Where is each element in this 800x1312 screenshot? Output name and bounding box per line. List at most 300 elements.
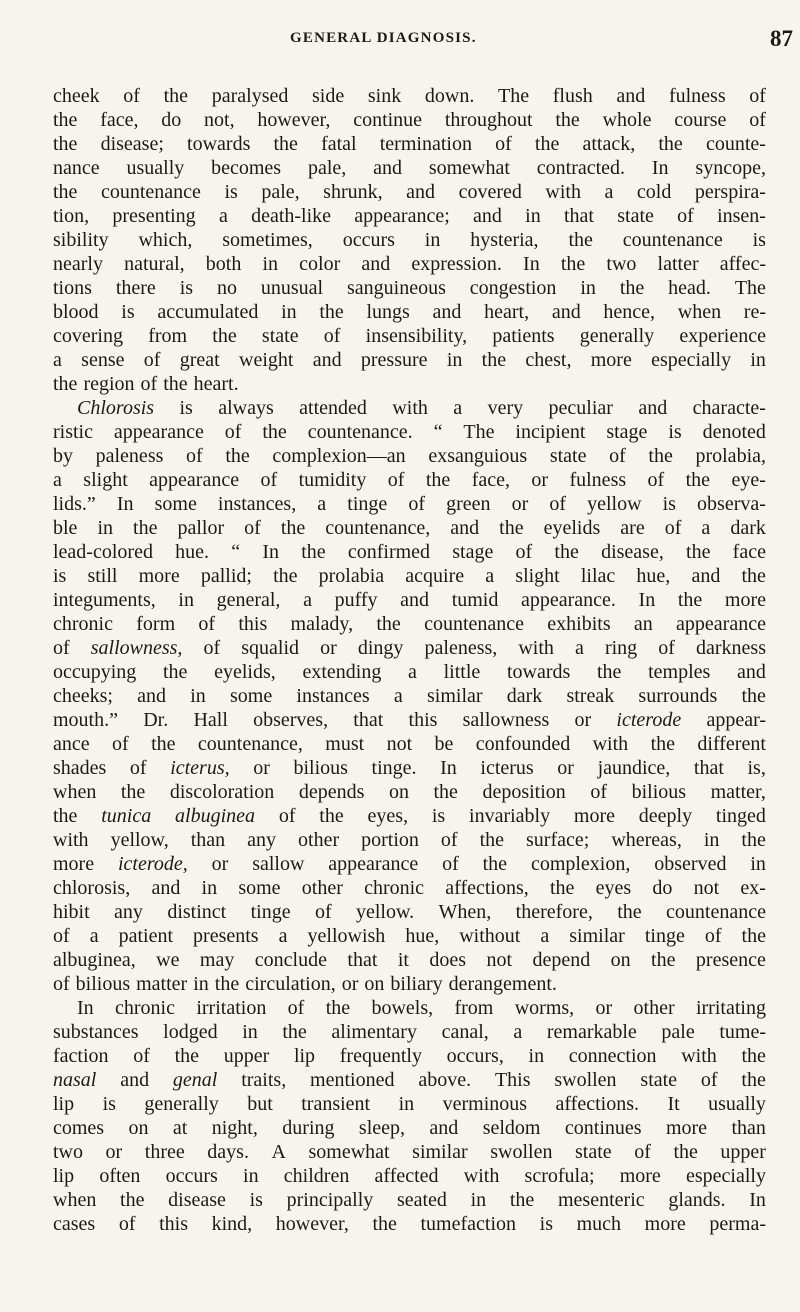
- word: irritating: [695, 997, 766, 1019]
- word: The: [734, 277, 766, 299]
- word: of: [118, 1213, 136, 1235]
- word: very: [487, 397, 524, 419]
- word: some: [230, 685, 273, 707]
- word: or: [595, 997, 613, 1019]
- word: paleness,: [424, 637, 498, 659]
- word: different: [697, 733, 766, 755]
- word: with: [463, 1165, 500, 1187]
- word: occurs: [165, 1165, 218, 1187]
- word: the: [120, 781, 146, 803]
- word: of: [198, 613, 216, 635]
- word: the: [133, 517, 158, 539]
- word: cases: [53, 1213, 96, 1235]
- word: flush: [552, 85, 593, 107]
- word: observes,: [253, 709, 329, 731]
- word: the: [174, 1045, 200, 1067]
- word: depend: [532, 949, 591, 971]
- word: becomes: [211, 157, 282, 179]
- word: of: [704, 925, 722, 947]
- word: do: [161, 109, 182, 131]
- word: sibility: [53, 229, 109, 251]
- word: the: [53, 181, 78, 203]
- word: chlorosis,: [53, 877, 131, 899]
- word: Hall: [193, 709, 228, 731]
- text-line: [53, 1044, 766, 1068]
- word: course: [674, 109, 727, 131]
- word: squalid: [241, 637, 300, 659]
- word: without: [459, 925, 521, 947]
- word: of: [224, 421, 242, 443]
- running-head: GENERAL DIAGNOSIS.: [290, 30, 477, 46]
- word: the: [53, 805, 78, 827]
- word: the: [651, 949, 676, 971]
- word: yellow.: [356, 901, 415, 923]
- word: in: [97, 517, 114, 539]
- word: lip: [53, 1165, 75, 1187]
- word: tunica: [101, 805, 152, 827]
- word: hue,: [405, 925, 440, 947]
- word: the: [560, 253, 586, 275]
- word: a: [317, 493, 327, 515]
- word: appearance: [149, 469, 240, 491]
- text-line: [53, 588, 766, 612]
- word: hence,: [603, 301, 656, 323]
- word: tumidity: [298, 469, 367, 491]
- word: affected: [374, 1165, 439, 1187]
- word: nasal: [53, 1069, 97, 1091]
- word: other: [633, 997, 675, 1019]
- word: with: [681, 1045, 717, 1067]
- word: darkness: [696, 637, 766, 659]
- word: in: [580, 277, 596, 299]
- word: more: [138, 565, 180, 587]
- word: verminous: [442, 1093, 528, 1115]
- word: in: [424, 229, 441, 251]
- word: from: [148, 325, 188, 347]
- word: scrofula;: [524, 1165, 595, 1187]
- word: countenance,: [197, 733, 303, 755]
- word: contracted.: [536, 157, 626, 179]
- word: of: [677, 205, 694, 227]
- word: pallid;: [200, 565, 252, 587]
- word: counte-: [705, 133, 766, 155]
- word: is: [224, 181, 238, 203]
- word: of: [260, 469, 278, 491]
- word: In: [116, 493, 134, 515]
- word: not: [486, 949, 513, 971]
- word: three: [144, 1141, 185, 1163]
- word: or: [211, 853, 229, 875]
- word: the: [319, 301, 344, 323]
- word: of: [440, 829, 458, 851]
- word: patients: [492, 325, 555, 347]
- word: countenance: [424, 613, 525, 635]
- word: presence: [695, 949, 766, 971]
- word: ance: [53, 733, 90, 755]
- word: the: [282, 1021, 307, 1043]
- word: sink: [367, 85, 402, 107]
- text-line: [53, 156, 766, 180]
- text-line: [53, 324, 766, 348]
- word: any: [114, 901, 143, 923]
- word: fatal: [321, 133, 357, 155]
- word: of: [129, 757, 147, 779]
- word: therefore,: [515, 901, 593, 923]
- word: the: [425, 469, 451, 491]
- word: tinged: [715, 805, 766, 827]
- word: eyes: [595, 877, 632, 899]
- word: with: [518, 637, 554, 659]
- word: and: [450, 517, 480, 539]
- word: upper: [223, 1045, 270, 1067]
- word: cheeks;: [53, 685, 113, 707]
- word: dingy: [357, 637, 404, 659]
- word: sanguineous: [346, 277, 446, 299]
- text-line: [53, 1140, 766, 1164]
- word: with: [545, 181, 581, 203]
- word: In: [523, 253, 540, 275]
- text-line: [53, 108, 766, 132]
- word: often: [99, 1165, 141, 1187]
- word: in: [190, 685, 206, 707]
- word: bilious: [293, 757, 348, 779]
- word: is: [662, 493, 676, 515]
- word: of: [634, 1141, 651, 1163]
- word: a: [278, 925, 288, 947]
- word: of: [53, 925, 70, 947]
- word: state: [617, 205, 654, 227]
- word: of: [186, 445, 203, 467]
- word: especially: [651, 349, 732, 371]
- word: kind,: [211, 1213, 253, 1235]
- word: on: [610, 949, 631, 971]
- word: of: [244, 517, 261, 539]
- word: form: [136, 613, 176, 635]
- word: depends: [298, 781, 365, 803]
- word: tume-: [719, 1021, 766, 1043]
- word: mesenteric: [558, 1189, 645, 1211]
- word: stage: [452, 541, 494, 563]
- word: state: [261, 325, 299, 347]
- word: surrounds: [638, 685, 718, 707]
- word: experience: [679, 325, 766, 347]
- word: covered: [458, 181, 522, 203]
- word: the: [554, 541, 579, 563]
- word: mentioned: [310, 1069, 395, 1091]
- word: tinge: [250, 901, 291, 923]
- word: in: [750, 349, 766, 371]
- word: countenance.: [307, 421, 413, 443]
- word: the: [376, 613, 401, 635]
- word: In: [638, 589, 656, 611]
- word: paleness: [95, 445, 164, 467]
- word: tumefaction: [420, 1213, 517, 1235]
- word: eyelids: [543, 517, 601, 539]
- word: observa-: [697, 493, 766, 515]
- word: the: [677, 589, 703, 611]
- word: some: [154, 493, 197, 515]
- word: the: [151, 733, 176, 755]
- word: affec-: [719, 253, 766, 275]
- word: yellow: [587, 493, 642, 515]
- word: The: [463, 421, 495, 443]
- word: peculiar: [548, 397, 613, 419]
- word: heart,: [484, 301, 530, 323]
- word: discoloration: [169, 781, 275, 803]
- word: the: [555, 109, 580, 131]
- word: swollen: [490, 1141, 553, 1163]
- word: not,: [204, 109, 235, 131]
- word: a: [604, 181, 614, 203]
- body-text: [53, 84, 766, 1236]
- word: however,: [257, 109, 331, 131]
- word: or: [511, 493, 529, 515]
- word: principally: [286, 1189, 374, 1211]
- word: in: [242, 1021, 258, 1043]
- word: not: [693, 877, 720, 899]
- text-line: [53, 1020, 766, 1044]
- word: presenting: [112, 205, 196, 227]
- word: the: [673, 1141, 698, 1163]
- word: with: [392, 397, 428, 419]
- word: the: [280, 517, 306, 539]
- word: eyelids,: [214, 661, 276, 683]
- word: cold: [636, 181, 672, 203]
- word: worms,: [514, 997, 575, 1019]
- word: acquire: [405, 565, 465, 587]
- word: genal: [172, 1069, 218, 1091]
- word: exhibits: [547, 613, 611, 635]
- word: faction: [53, 1045, 109, 1067]
- word: cheek: [53, 85, 100, 107]
- word: and: [312, 349, 342, 371]
- word: a: [89, 925, 99, 947]
- text-line: [53, 612, 766, 636]
- word: two: [606, 253, 637, 275]
- word: a: [53, 349, 62, 371]
- text-line: [53, 204, 766, 228]
- word: this: [408, 709, 438, 731]
- word: usually: [126, 157, 185, 179]
- word: the: [163, 373, 188, 395]
- word: generally: [144, 1093, 219, 1115]
- word: is,: [747, 757, 766, 779]
- text-line: [53, 276, 766, 300]
- word: the: [372, 1213, 397, 1235]
- text-line: [53, 300, 766, 324]
- word: It: [667, 1093, 680, 1115]
- word: the: [325, 997, 351, 1019]
- word: throughout: [444, 109, 533, 131]
- word: the: [534, 133, 560, 155]
- word: In: [77, 997, 94, 1019]
- word: whole: [602, 109, 652, 131]
- word: that: [563, 205, 594, 227]
- text-line: [53, 516, 766, 540]
- word: shrunk,: [323, 181, 383, 203]
- word: conclude: [254, 949, 327, 971]
- word: tion,: [53, 205, 90, 227]
- word: hue,: [636, 565, 671, 587]
- word: when: [53, 781, 97, 803]
- word: ble: [53, 517, 78, 539]
- word: disease: [168, 1189, 226, 1211]
- word: and: [373, 157, 402, 179]
- word: of: [749, 85, 766, 107]
- word: biliary: [390, 973, 443, 995]
- word: countenance: [100, 181, 201, 203]
- word: derangement.: [448, 973, 557, 995]
- word: is: [121, 301, 135, 323]
- text-line: [53, 564, 766, 588]
- word: in: [243, 1165, 259, 1187]
- word: irritation: [196, 997, 267, 1019]
- word: face,: [471, 469, 510, 491]
- word: the: [550, 877, 575, 899]
- word: lids.”: [53, 493, 96, 515]
- word: hysteria,: [470, 229, 539, 251]
- word: yellowish: [307, 925, 386, 947]
- word: a: [303, 589, 312, 611]
- word: on: [128, 1117, 149, 1139]
- word: there: [115, 277, 156, 299]
- word: perspira-: [694, 181, 766, 203]
- word: similar: [412, 1141, 468, 1163]
- word: of: [664, 517, 682, 539]
- word: whereas,: [611, 829, 682, 851]
- word: when: [53, 1189, 97, 1211]
- word: is: [539, 1213, 553, 1235]
- word: and: [638, 397, 668, 419]
- word: expression.: [411, 253, 502, 275]
- word: prolabia,: [695, 445, 766, 467]
- word: occupying: [53, 661, 137, 683]
- word: in: [281, 301, 297, 323]
- word: above.: [418, 1069, 472, 1091]
- word: night,: [211, 1117, 258, 1139]
- word: seldom: [482, 1117, 541, 1139]
- word: or: [253, 757, 270, 779]
- word: more: [724, 589, 766, 611]
- word: the: [163, 661, 188, 683]
- text-line: [53, 180, 766, 204]
- word: children: [283, 1165, 350, 1187]
- word: countenance: [666, 901, 766, 923]
- word: characte-: [692, 397, 766, 419]
- word: jaundice,: [597, 757, 671, 779]
- word: of: [408, 493, 426, 515]
- text-line: [53, 636, 766, 660]
- word: icterode,: [117, 853, 188, 875]
- text-line: [53, 468, 766, 492]
- word: and: [151, 877, 181, 899]
- word: sallowness: [462, 709, 550, 731]
- word: a: [53, 469, 62, 491]
- word: tumid: [451, 589, 499, 611]
- word: and: [551, 301, 581, 323]
- word: similar: [569, 925, 625, 947]
- word: insensibility,: [365, 325, 468, 347]
- word: nearly: [53, 253, 103, 275]
- word: a: [485, 565, 495, 587]
- word: with: [592, 733, 629, 755]
- word: of: [749, 109, 766, 131]
- word: pressure: [360, 349, 428, 371]
- word: termination: [379, 133, 472, 155]
- word: denoted: [702, 421, 766, 443]
- word: dark: [506, 685, 543, 707]
- word: that: [347, 949, 378, 971]
- word: more: [573, 805, 615, 827]
- word: other: [301, 877, 343, 899]
- word: of: [53, 973, 70, 995]
- word: much: [576, 1213, 622, 1235]
- word: sometimes,: [222, 229, 313, 251]
- text-line: [53, 780, 766, 804]
- word: towards: [506, 661, 571, 683]
- word: the: [212, 325, 237, 347]
- word: is: [179, 277, 194, 299]
- word: is: [752, 229, 766, 251]
- word: of: [387, 469, 405, 491]
- word: the: [509, 1189, 535, 1211]
- word: covering: [53, 325, 123, 347]
- text-line: [53, 996, 766, 1020]
- word: similar: [426, 685, 483, 707]
- word: syncope,: [695, 157, 766, 179]
- word: lip: [53, 1093, 75, 1115]
- word: and: [473, 205, 502, 227]
- word: disease;: [100, 133, 164, 155]
- word: the: [273, 565, 298, 587]
- word: head.: [668, 277, 711, 299]
- word: a: [453, 397, 463, 419]
- word: state: [575, 1141, 612, 1163]
- word: side: [312, 85, 345, 107]
- word: natural,: [124, 253, 185, 275]
- word: slight: [515, 565, 560, 587]
- word: a: [513, 1021, 523, 1043]
- word: in: [262, 253, 279, 275]
- word: but: [247, 1093, 273, 1115]
- text-line: [53, 396, 766, 420]
- word: appearance: [328, 853, 419, 875]
- word: appearance;: [354, 205, 450, 227]
- text-line: [53, 372, 766, 396]
- word: shades: [53, 757, 107, 779]
- word: or: [557, 757, 574, 779]
- word: a: [393, 685, 403, 707]
- word: however,: [275, 1213, 349, 1235]
- word: instances: [296, 685, 370, 707]
- word: yellow,: [110, 829, 169, 851]
- word: that: [353, 709, 384, 731]
- word: In: [749, 1189, 766, 1211]
- word: especially: [686, 1165, 766, 1187]
- word: comes: [53, 1117, 105, 1139]
- word: the: [273, 133, 298, 155]
- word: generally: [579, 325, 655, 347]
- word: more: [619, 1165, 661, 1187]
- text-line: [53, 228, 766, 252]
- word: on: [364, 973, 385, 995]
- word: the: [433, 781, 458, 803]
- word: incipient: [515, 421, 586, 443]
- word: matter,: [710, 781, 766, 803]
- word: than: [731, 1117, 766, 1139]
- word: affections,: [445, 877, 529, 899]
- word: Dr.: [143, 709, 169, 731]
